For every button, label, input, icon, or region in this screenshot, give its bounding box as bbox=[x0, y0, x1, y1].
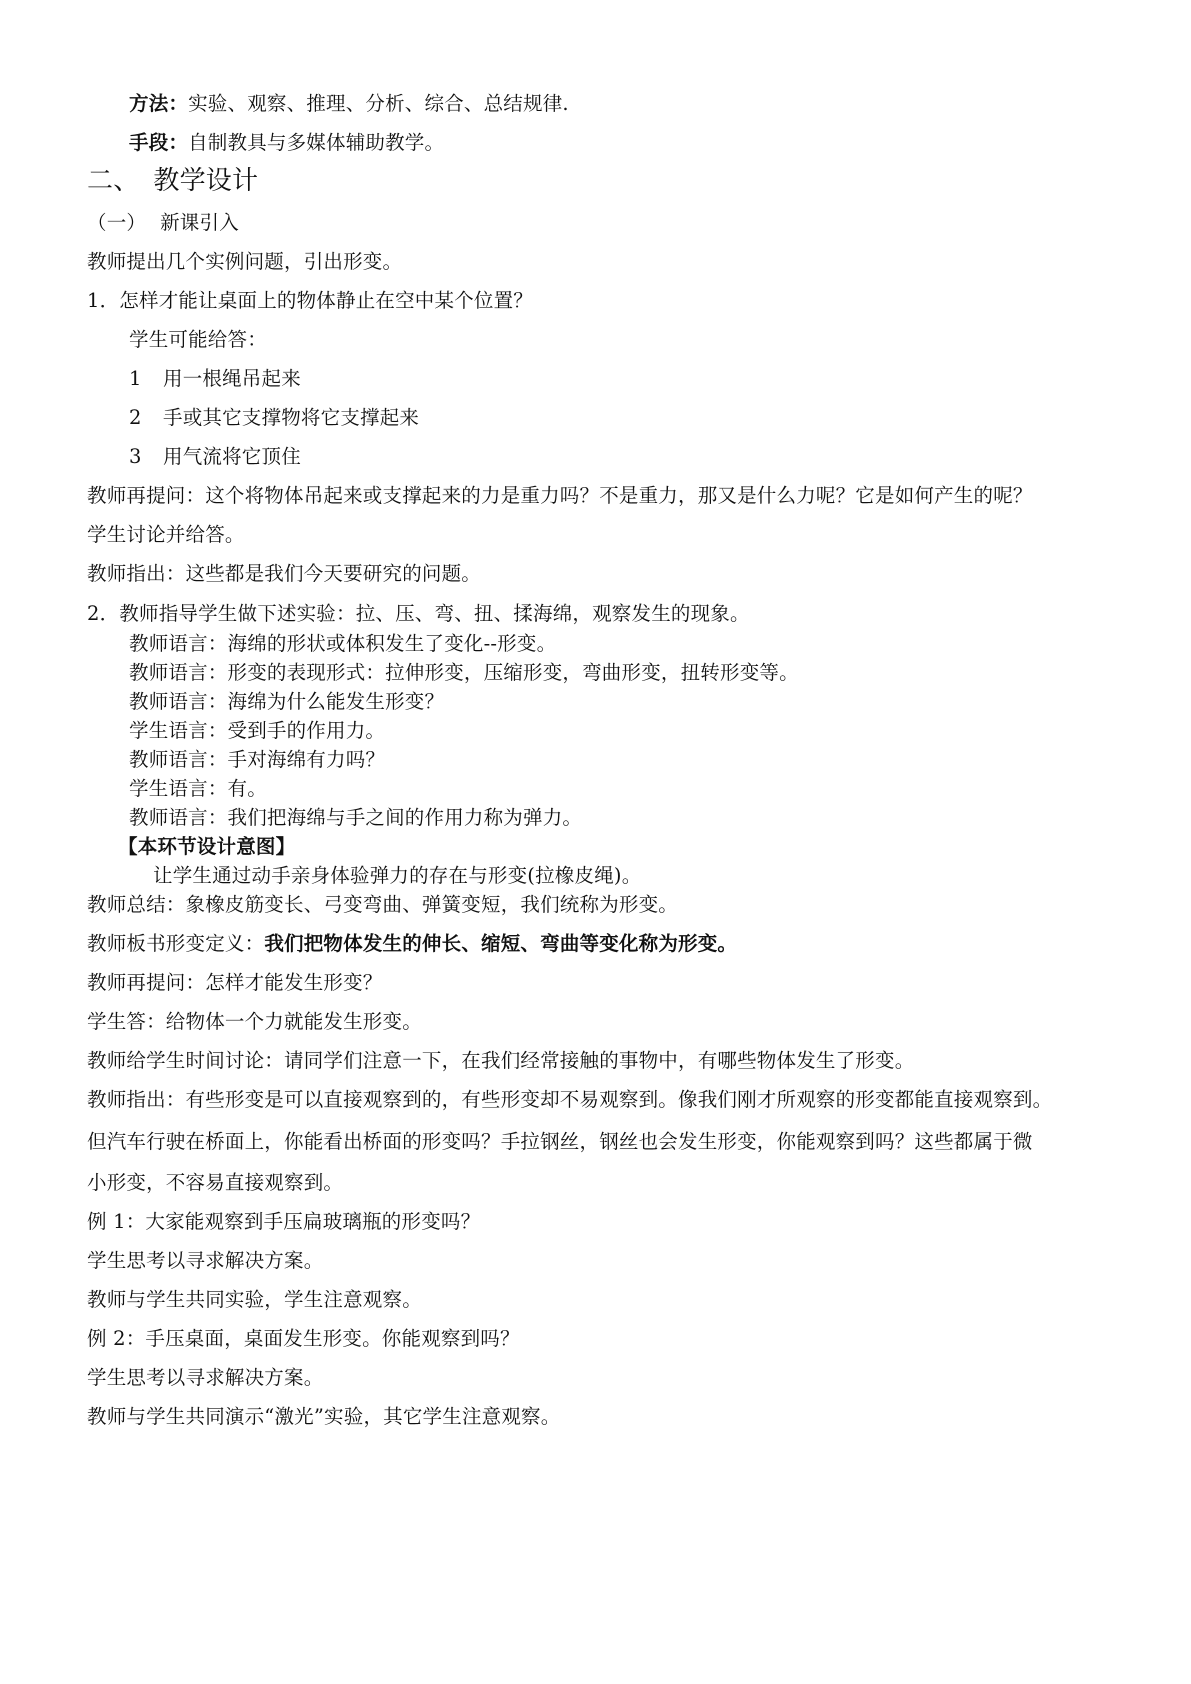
board-definition-bold: 我们把物体发生的伸长、缩短、弯曲等变化称为形变。 bbox=[264, 932, 738, 955]
answer-item bbox=[129, 445, 301, 469]
example-1-think: 学生思考以寻求解决方案。 bbox=[87, 1249, 324, 1272]
design-intent-title: 【本环节设计意图】 bbox=[118, 835, 296, 858]
subsection-heading bbox=[87, 211, 239, 235]
teacher-follow-up-question: 教师再提问：这个将物体吊起来或支撑起来的力是重力吗？不是重力，那又是什么力呢？它是如何产生的呢？ bbox=[87, 484, 1033, 507]
student-answer: 学生答：给物体一个力就能发生形变。 bbox=[87, 1010, 422, 1033]
means-label: 手段： bbox=[129, 131, 189, 154]
method-label: 方法： bbox=[129, 92, 189, 115]
answer-item bbox=[129, 406, 419, 430]
dialog-line: 教师语言：海绵为什么能发生形变？ bbox=[129, 690, 445, 713]
dialog-line: 教师语言：我们把海绵与手之间的作用力称为弹力。 bbox=[129, 806, 583, 829]
discussion-prompt: 教师给学生时间讨论：请同学们注意一下，在我们经常接触的事物中，有哪些物体发生了形变。 bbox=[87, 1049, 915, 1072]
dialog-line: 教师语言：手对海绵有力吗？ bbox=[129, 748, 386, 771]
section-title: 教学设计 bbox=[153, 166, 259, 196]
means-text: 自制教具与多媒体辅助教学。 bbox=[188, 131, 445, 154]
method-text: 实验、观察、推理、分析、综合、总结规律. bbox=[188, 92, 569, 115]
answer-number: 1 bbox=[129, 367, 142, 390]
answers-lead: 学生可能给答： bbox=[129, 328, 267, 351]
dialog-line: 教师语言：形变的表现形式：拉伸形变，压缩形变，弯曲形变，扭转形变等。 bbox=[129, 661, 799, 684]
teacher-point-line: 小形变，不容易直接观察到。 bbox=[87, 1171, 344, 1194]
teacher-point-line: 教师指出：有些形变是可以直接观察到的，有些形变却不易观察到。像我们刚才所观察的形变都能直接观察到。 bbox=[87, 1088, 1053, 1111]
question-1: 1．怎样才能让桌面上的物体静止在空中某个位置？ bbox=[87, 289, 534, 312]
answer-number: 2 bbox=[129, 406, 142, 429]
example-1-experiment: 教师与学生共同实验，学生注意观察。 bbox=[87, 1288, 422, 1311]
design-intent-text: 让学生通过动手亲身体验弹力的存在与形变(拉橡皮绳)。 bbox=[153, 864, 642, 887]
dialog-line: 学生语言：有。 bbox=[129, 777, 267, 800]
subsection-number: （一） bbox=[87, 211, 147, 234]
example-2: 例 2：手压桌面，桌面发生形变。你能观察到吗？ bbox=[87, 1327, 520, 1350]
section-number: 二、 bbox=[87, 166, 140, 196]
example-2-demo: 教师与学生共同演示“激光”实验，其它学生注意观察。 bbox=[87, 1405, 561, 1428]
board-definition bbox=[87, 932, 737, 956]
section-heading bbox=[87, 166, 258, 196]
teacher-ask-again: 教师再提问：怎样才能发生形变？ bbox=[87, 971, 383, 994]
example-1: 例 1：大家能观察到手压扁玻璃瓶的形变吗？ bbox=[87, 1210, 481, 1233]
answer-number: 3 bbox=[129, 445, 142, 468]
answer-text: 用气流将它顶住 bbox=[163, 445, 301, 468]
dialog-line: 教师语言：海绵的形状或体积发生了变化--形变。 bbox=[129, 632, 557, 655]
answer-text: 用一根绳吊起来 bbox=[163, 367, 301, 390]
example-2-think: 学生思考以寻求解决方案。 bbox=[87, 1366, 324, 1389]
means-line bbox=[129, 131, 444, 155]
method-line bbox=[129, 92, 569, 116]
board-prefix: 教师板书形变定义： bbox=[87, 932, 265, 955]
dialog-line: 学生语言：受到手的作用力。 bbox=[129, 719, 386, 742]
answer-text: 手或其它支撑物将它支撑起来 bbox=[163, 406, 420, 429]
teacher-point-line: 但汽车行驶在桥面上，你能看出桥面的形变吗？手拉钢丝，钢丝也会发生形变，你能观察到吗？这些都属于微 bbox=[87, 1130, 1033, 1153]
teacher-point: 教师指出：这些都是我们今天要研究的问题。 bbox=[87, 562, 482, 585]
subsection-title: 新课引入 bbox=[160, 211, 239, 234]
answer-item bbox=[129, 367, 301, 391]
student-discussion: 学生讨论并给答。 bbox=[87, 523, 245, 546]
intro-paragraph: 教师提出几个实例问题，引出形变。 bbox=[87, 250, 403, 273]
teacher-summary: 教师总结：象橡皮筋变长、弓变弯曲、弹簧变短，我们统称为形变。 bbox=[87, 893, 679, 916]
question-2: 2．教师指导学生做下述实验：拉、压、弯、扭、揉海绵，观察发生的现象。 bbox=[87, 602, 750, 625]
